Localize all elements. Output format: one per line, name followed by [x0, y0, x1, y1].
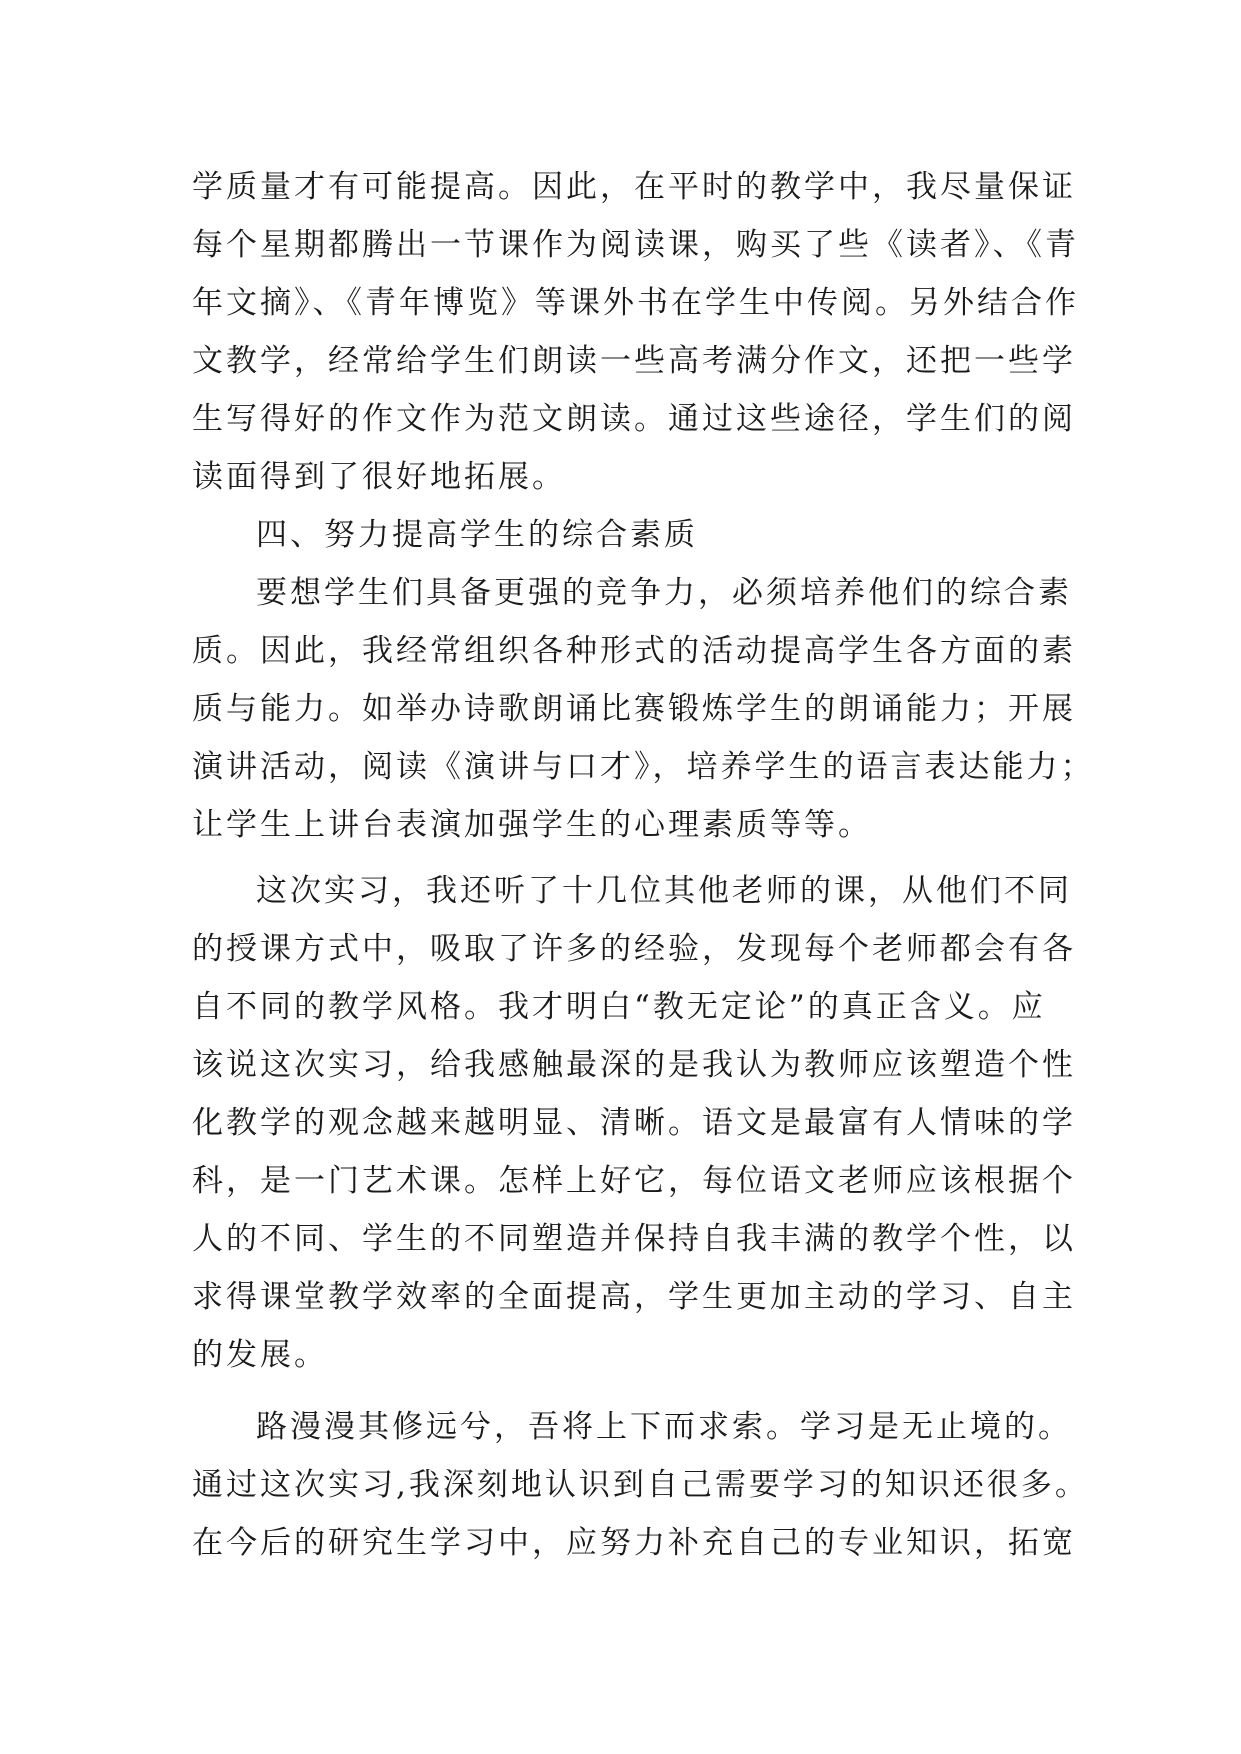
text-line: 该说这次实习，给我感触最深的是我认为教师应该塑造个性 — [192, 1047, 1076, 1083]
section-heading: 四、努力提高学生的综合素质 — [256, 517, 698, 553]
text-line: 科，是一门艺术课。怎样上好它，每位语文老师应该根据个 — [192, 1163, 1076, 1199]
text-line: 化教学的观念越来越明显、清晰。语文是最富有人情味的学 — [192, 1105, 1076, 1141]
text-line: 每个星期都腾出一节课作为阅读课，购买了些《读者》、《青 — [192, 227, 1079, 263]
text-line: 路漫漫其修远兮，吾将上下而求索。学习是无止境的。 — [256, 1409, 1072, 1445]
text-line: 在今后的研究生学习中，应努力补充自己的专业知识，拓宽 — [192, 1525, 1076, 1561]
text-line: 人的不同、学生的不同塑造并保持自我丰满的教学个性，以 — [192, 1221, 1076, 1257]
paragraph-conclusion — [192, 1398, 1089, 1572]
text-line: 质与能力。如举办诗歌朗诵比赛锻炼学生的朗诵能力；开展 — [192, 691, 1076, 727]
document-body — [192, 158, 1095, 1572]
text-line: 让学生上讲台表演加强学生的心理素质等等。 — [192, 807, 872, 843]
paragraph-comprehensive-quality — [192, 564, 1095, 854]
text-line: 要想学生们具备更强的竞争力，必须培养他们的综合素 — [256, 575, 1072, 611]
text-line: 这次实习，我还听了十几位其他老师的课，从他们不同 — [256, 873, 1072, 909]
paragraph-internship-observation — [192, 862, 1076, 1384]
text-line: 读面得到了很好地拓展。 — [192, 459, 566, 495]
text-line: 生写得好的作文作为范文朗读。通过这些途径，学生们的阅 — [192, 401, 1076, 437]
text-line: 的发展。 — [192, 1337, 328, 1373]
text-line: 学质量才有可能提高。因此，在平时的教学中，我尽量保证 — [192, 169, 1076, 205]
text-line: 文教学，经常给学生们朗读一些高考满分作文，还把一些学 — [192, 343, 1076, 379]
text-line: 求得课堂教学效率的全面提高，学生更加主动的学习、自主 — [192, 1279, 1076, 1315]
paragraph-reading-expansion — [192, 158, 1079, 506]
text-line: 的授课方式中，吸取了许多的经验，发现每个老师都会有各 — [192, 931, 1076, 967]
text-line: 演讲活动，阅读《演讲与口才》，培养学生的语言表达能力； — [192, 749, 1095, 785]
text-line: 通过这次实习,我深刻地认识到自己需要学习的知识还很多。 — [192, 1467, 1089, 1503]
text-line: 年文摘》、《青年博览》等课外书在学生中传阅。另外结合作 — [192, 285, 1079, 321]
text-line: 质。因此，我经常组织各种形式的活动提高学生各方面的素 — [192, 633, 1076, 669]
text-line: 自不同的教学风格。我才明白“教无定论”的真正含义。应 — [192, 989, 1046, 1025]
